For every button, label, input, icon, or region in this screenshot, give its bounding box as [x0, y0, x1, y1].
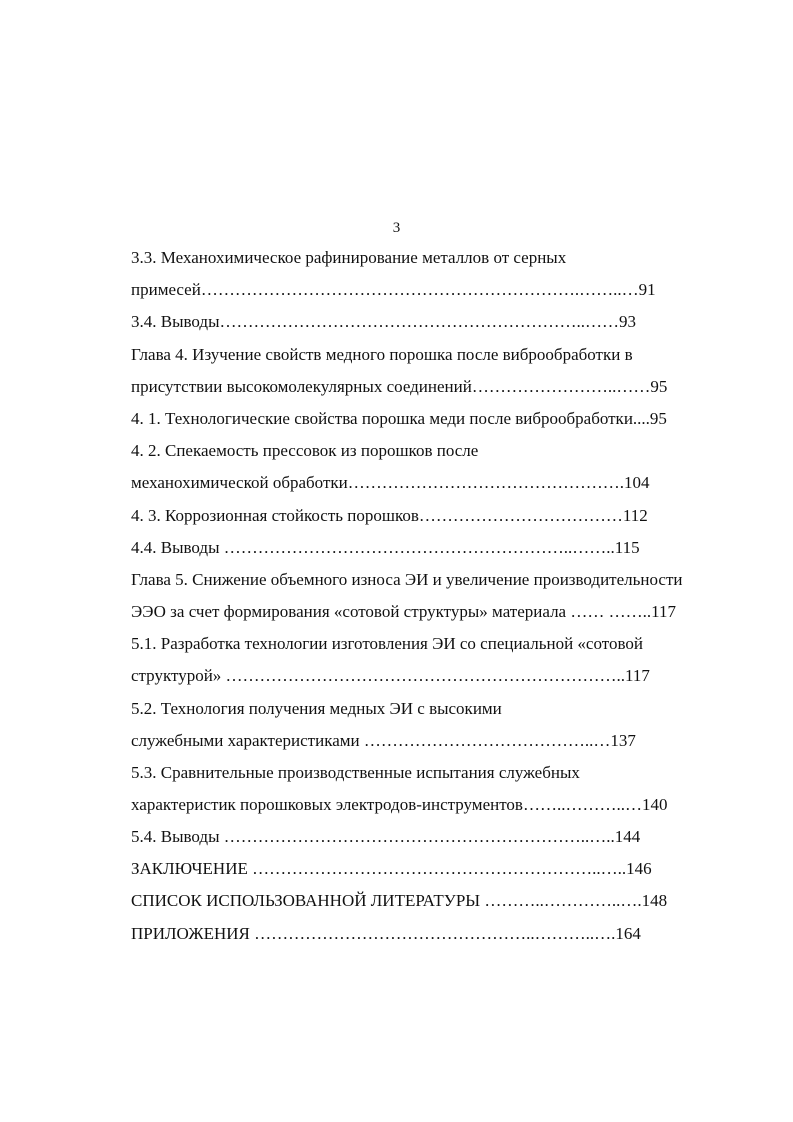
toc-line-conclusion: ЗАКЛЮЧЕНИЕ ……………………………………………………..…..146	[131, 859, 652, 878]
toc-line-4-2-page: механохимической обработки………………………………………….104	[131, 473, 650, 492]
toc-line-5-4: 5.4. Выводы ………………………………………………………..…..144	[131, 827, 641, 846]
toc-line-appendices: ПРИЛОЖЕНИЯ …………………………………………..………..….164	[131, 924, 641, 943]
toc-line-chapter-4-title: Глава 4. Изучение свойств медного порошка после виброобработки в	[131, 345, 633, 364]
toc-line-chapter-4-page: присутствии высокомолекулярных соединений……………………..……95	[131, 377, 668, 396]
toc-line-5-3-title: 5.3. Сравнительные производственные испытания служебных	[131, 763, 580, 782]
toc-line-4-1: 4. 1. Технологические свойства порошка меди после виброобработки....95	[131, 409, 667, 428]
toc-line-chapter-5-page: ЭЭО за счет формирования «сотовой структуры» материала …… ……..117	[131, 602, 676, 621]
toc-line-5-3-page: характеристик порошковых электродов-инструментов……..………..…140	[131, 795, 668, 814]
toc-line-5-2-title: 5.2. Технология получения медных ЭИ с высокими	[131, 699, 502, 718]
toc-line-3-4: 3.4. Выводы………………………………………………………..……93	[131, 312, 637, 331]
toc-line-5-1-title: 5.1. Разработка технологии изготовления ЭИ со специальной «сотовой	[131, 634, 643, 653]
toc-line-5-1-page: структурой» ……………………………………………………………..117	[131, 666, 650, 685]
toc-line-5-2-page: служебными характеристиками …………………………………..…137	[131, 731, 636, 750]
toc-line-3-3-page: примесей………………………………………………………….……..…91	[131, 280, 656, 299]
page-number: 3	[392, 220, 401, 236]
toc-line-4-4: 4.4. Выводы ……………………………………………………..……..115	[131, 538, 640, 557]
toc-line-chapter-5-title: Глава 5. Снижение объемного износа ЭИ и увеличение производительности	[131, 570, 683, 589]
toc-line-4-2-title: 4. 2. Спекаемость прессовок из порошков после	[131, 441, 479, 460]
toc-line-4-3: 4. 3. Коррозионная стойкость порошков………………………………112	[131, 506, 648, 525]
toc-line-references: СПИСОК ИСПОЛЬЗОВАННОЙ ЛИТЕРАТУРЫ ………..…………..….148	[131, 891, 668, 910]
toc-line-3-3-title: 3.3. Механохимическое рафинирование металлов от серных	[131, 248, 567, 267]
